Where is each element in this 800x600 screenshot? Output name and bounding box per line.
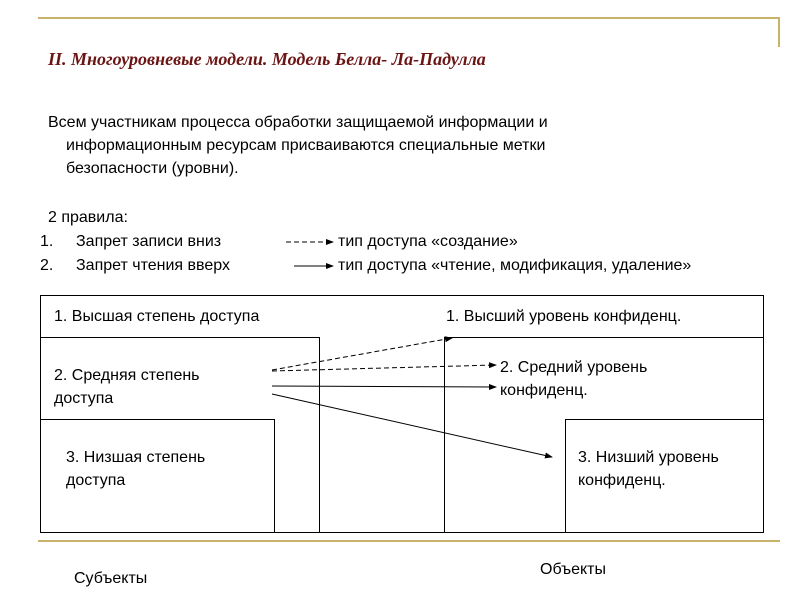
object-high-label: 1. Высший уровень конфиденц.	[446, 308, 682, 325]
slide-title: II. Многоуровневые модели. Модель Белла- Ла-Падулла	[48, 49, 486, 69]
intro-line-1: Всем участникам процесса обработки защищаемой информации и	[48, 114, 548, 131]
intro-line-2: информационным ресурсам присваиваются специальные метки	[66, 137, 546, 154]
objects-caption: Объекты	[540, 561, 606, 578]
rule-1-label: Запрет записи вниз	[76, 233, 222, 250]
write-to-mid-arrow	[272, 365, 496, 371]
intro-line-3: безопасности (уровни).	[66, 160, 239, 177]
rules-heading: 2 правила:	[48, 209, 128, 226]
subject-mid-label-1: 2. Средняя степень	[54, 367, 200, 384]
read-down-to-low-arrow	[272, 394, 552, 457]
subject-high-label: 1. Высшая степень доступа	[54, 308, 260, 325]
rule-2-number: 2.	[40, 257, 54, 274]
rule-1-number: 1.	[40, 233, 54, 250]
rule-2-label: Запрет чтения вверх	[76, 257, 230, 274]
object-mid-label-2: конфиденц.	[500, 382, 588, 399]
subject-mid-label-2: доступа	[54, 390, 114, 407]
subjects-caption: Субъекты	[74, 570, 148, 587]
write-up-to-high-arrow	[272, 338, 452, 370]
read-mid-arrow	[272, 386, 496, 387]
rule-1-access-type: тип доступа «создание»	[338, 233, 518, 250]
subject-low-label-2: доступа	[66, 472, 126, 489]
rule-2-access-type: тип доступа «чтение, модификация, удаление»	[338, 257, 692, 274]
object-low-label-2: конфиденц.	[578, 472, 666, 489]
object-mid-label-1: 2. Средний уровень	[500, 359, 648, 376]
object-low-label-1: 3. Низший уровень	[578, 449, 719, 466]
subject-low-label-1: 3. Низшая степень	[66, 449, 206, 466]
